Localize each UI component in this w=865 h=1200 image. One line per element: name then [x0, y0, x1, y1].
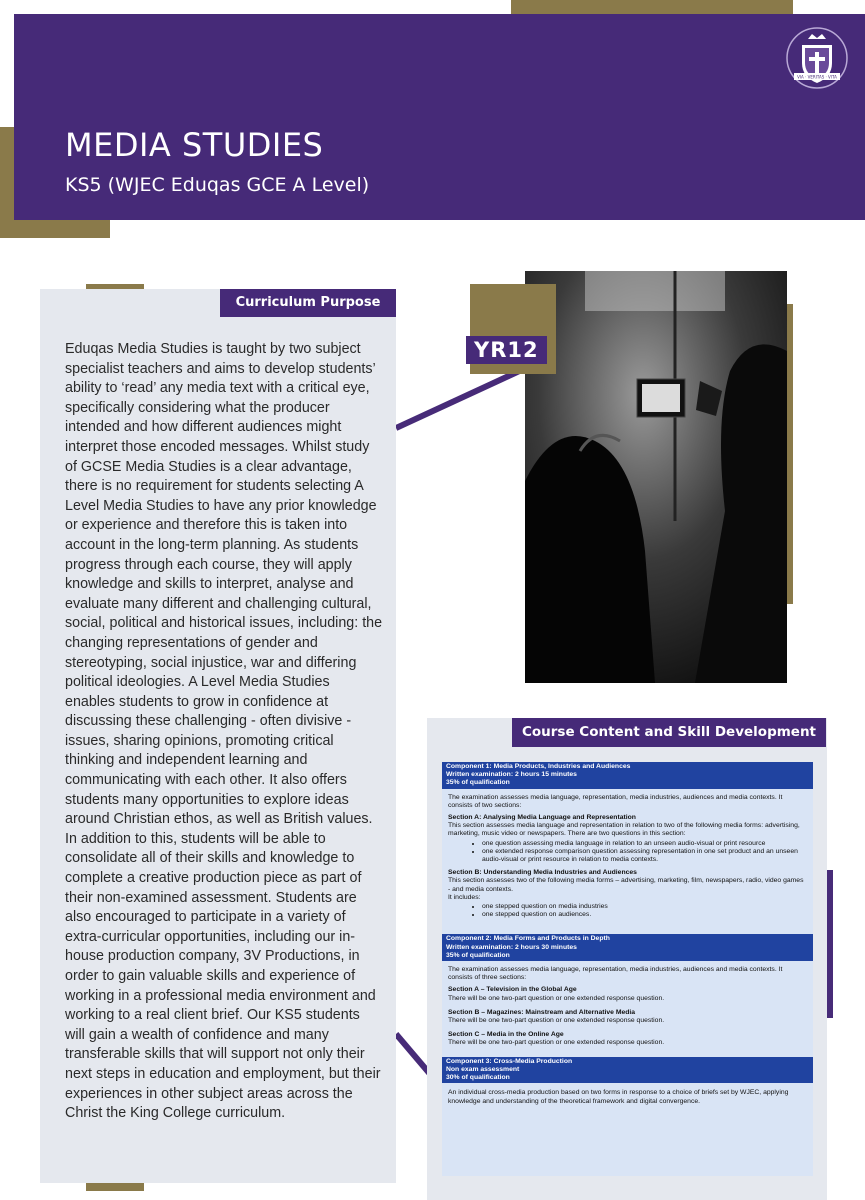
- component-3-body: An individual cross-media production based on two forms in response to a choice of briefs set by WJEC, applying knowledge and understanding of the theoretical framework and digital convergence.: [448, 1089, 789, 1105]
- list-item: • one question assessing media language in relation to an unseen audio-visual or print resource: [482, 840, 807, 848]
- film-crew-photo: [525, 271, 787, 683]
- gold-accent-purpose-bottom: [86, 1183, 144, 1191]
- component-2-body: The examination assesses media language, representation, media industries, audiences and media contexts. It consists of three sections: Section A – Television in the Global Age There will be one two-part question or one extended response question. Section B – Magazines: Mainstream and Alternative Media There will be one two-part question or one extended response question. Section C – Media in the Online Age There will be one two-part question or one extended response question.: [448, 966, 783, 1047]
- course-content-heading: Course Content and Skill Development: [512, 718, 826, 747]
- list-item: • one stepped question on media industries: [482, 903, 807, 911]
- gold-accent-photo: [787, 304, 793, 604]
- list-item: • one extended response comparison question assessing representation in one set product and an unseen audio-visual or print resource in relation to media contexts.: [482, 848, 807, 864]
- gold-bar-top: [511, 0, 793, 14]
- component-2-header: Component 2: Media Forms and Products in Depth Written examination: 2 hours 30 minutes 35% of qualification: [442, 934, 813, 961]
- component-1-header: Component 1: Media Products, Industries and Audiences Written examination: 2 hours 15 minutes 35% of qualification: [442, 762, 813, 789]
- page-subtitle: KS5 (WJEC Eduqas GCE A Level): [65, 174, 370, 196]
- component-1-section-b-list: [448, 903, 807, 919]
- page-title: MEDIA STUDIES: [65, 126, 324, 164]
- component-1-body: The examination assesses media language, representation, media industries, audiences and media contexts. It consists of two sections: Section A: Analysing Media Language and Representation This section assesses media language and representation in relation to two of the following media forms: advertising, marketing, music video or newspapers. There are two questions in this section: • one question assessing media language in relation to an unseen audio-visual or print resource • one extended response comparison question assessing representation in one set product and an unseen audio-visual or print resource in relation to media contexts. Section B: Understanding Media Industries and Audiences This section assesses two of the following media forms – advertising, marketing, film, newspapers, radio, video games - and media contexts. It includes: • one stepped question on media industries • one stepped question on audiences.: [442, 789, 813, 927]
- purple-accent-right: [826, 870, 833, 1018]
- svg-text:VIA · VERITAS · VITA: VIA · VERITAS · VITA: [797, 74, 837, 80]
- component-3-header: Component 3: Cross-Media Production Non exam assessment 30% of qualification: [442, 1057, 813, 1084]
- year-badge: YR12: [466, 336, 547, 364]
- specification-table: [442, 762, 813, 1176]
- college-crest-logo: [784, 25, 850, 91]
- curriculum-purpose-text: Eduqas Media Studies is taught by two subject specialist teachers and aims to develop students’ ability to ‘read’ any media text with a critical eye, specifically considering what the producer intended and how different audiences might interpret those encoded messages. Whilst study of GCSE Media Studies is a clear advantage, there is no requirement for students selecting A Level Media Studies to have any prior knowledge or experience and therefore this is taken into account in the long-term planning. As students progress through each course, they will apply knowledge and skills to interpret, analyse and evaluate many different and challenging cultural, social, political and historical issues, including: the changing representations of gender and stereotyping, social injustice, war and differing political ideologies. A Level Media Studies enables students to grow in confidence at discussing these challenging - often divisive - issues, sharing opinions, promoting critical thinking and independent learning and communicating with each other. It also offers students many opportunities to explore ideas around Christian ethos, as well as British values. In addition to this, students will be able to consolidate all of their skills and knowledge to complete a creative production piece as part of their non-examined assessment. Students are also encouraged to participate in a variety of extra-curricular opportunities, including our in-house production company, 3V Productions, in order to gain valuable skills and experience of working in a professional media environment and working to a real client brief. Our KS5 students will gain a wealth of confidence and many transferable skills that will support not only their next steps in education and employment, but their experiences in other subject areas across the Christ the King College curriculum.: [65, 341, 383, 1122]
- curriculum-purpose-heading: Curriculum Purpose: [220, 289, 396, 317]
- component-1-section-a-list: [448, 840, 807, 865]
- list-item: • one stepped question on audiences.: [482, 911, 807, 919]
